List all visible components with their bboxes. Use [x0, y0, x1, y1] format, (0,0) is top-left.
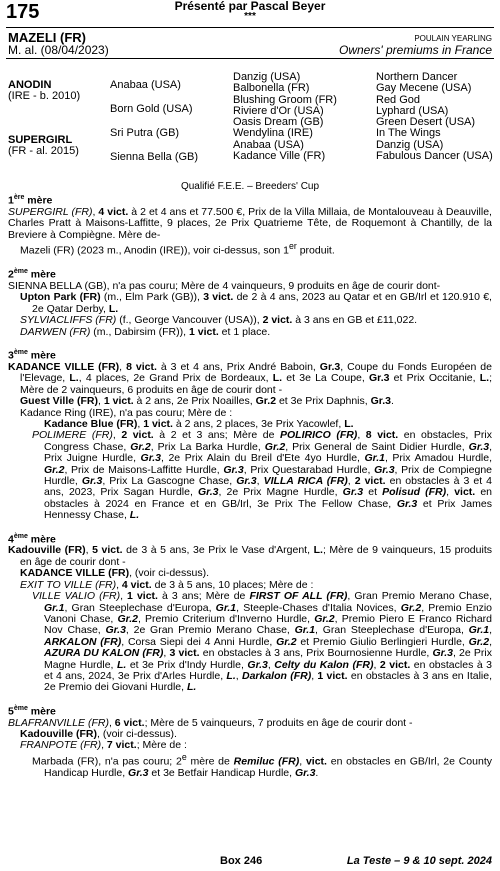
pedigree-gen3-4: Oasis Dream (GB) [233, 116, 324, 129]
dam-5-record: BLAFRANVILLE (FR), 6 vict.; Mère de 5 vainqueurs, 7 produits en âge de courir dont - [8, 716, 413, 729]
section-heading-4: 4ème mère [8, 532, 56, 546]
dam-4-produce-2: EXIT TO VILLE (FR), 4 vict. de 3 à 5 ans, 10 places; Mère de : [20, 578, 314, 591]
pedigree-gen4-list [376, 72, 493, 162]
pedigree-gen4-7: Fabulous Dancer (USA) [376, 150, 493, 163]
pedigree-gen4-6: Danzig (USA) [376, 138, 444, 151]
lot-number: 175 [6, 1, 40, 23]
premiums-note: Owners' premiums in France [339, 43, 492, 57]
pedigree-gen3-1: Balbonella (FR) [233, 82, 310, 95]
section-heading-3: 3ème mère [8, 348, 56, 362]
header-rule-bottom [6, 58, 494, 59]
dam-4-record: Kadouville (FR), 5 vict. de 3 à 5 ans, 3e Prix le Vase d'Argent, L.; Mère de 9 vainqueurs, 15 produits en âge de courir dont - [8, 544, 492, 568]
pedigree-gen4-1: Gay Mecene (USA) [376, 82, 472, 95]
dam-2-produce-2: SYLVIACLIFFS (FR) (f., George Vancouver (USA)), 2 vict. à 3 ans en GB et £11,022. [20, 314, 418, 327]
pedigree-gen3-3: Riviere d'Or (USA) [233, 104, 324, 117]
pedigree-gen3-7: Kadance Ville (FR) [233, 150, 326, 163]
pedigree-gen2-2: Sri Putra (GB) [110, 127, 180, 139]
pedigree-gen4-3: Lyphard (USA) [376, 104, 449, 117]
dam-5-produce-2: FRANPOTE (FR), 7 vict.; Mère de : [20, 739, 187, 752]
pedigree-gen4-0: Northern Dancer [376, 71, 458, 83]
dam-3-produce-2: Kadance Ring (IRE), n'a pas couru; Mère de : [20, 406, 233, 419]
pedigree-gen3-list [233, 72, 337, 162]
section-heading-1: 1ère mère [8, 194, 53, 207]
dam-3-record: KADANCE VILLE (FR), 8 vict. à 3 et 4 ans, Prix André Baboin, Gr.3, Coupe du Fonds Européen de l'Elevage, L., 4 places, 2e Grand Prix de Bordeaux, L. et 3e La Coupe, Gr.3 et Prix Occitanie, L.; Mère de 2 vainqueurs, 6 produits en âge de courir dont - [8, 360, 492, 396]
pedigree-gen4-4: Green Desert (USA) [376, 116, 476, 129]
pedigree-sire [8, 80, 80, 103]
presenter: Présenté par Pascal Beyer [174, 0, 326, 13]
section-heading-5: 5ème mère [8, 704, 56, 718]
dam-5-produce-1: Kadouville (FR), (voir ci-dessus). [20, 728, 177, 741]
dam-2-record: SIENNA BELLA (GB), n'a pas couru; Mère de 4 vainqueurs, 9 produits en âge de courir dont- [8, 279, 441, 292]
family-details [8, 192, 492, 779]
dam-3-grandproduce-2: POLIMERE (FR), 2 vict. à 2 et 3 ans; Mère de POLIRICO (FR), 8 vict. en obstacles, Prix Congress Chase, Gr.2, Prix La Barka Hurdle, Gr.2, Prix General de Saint Didier Hurdle, Gr.3, Prix Juigne Hurdle, Gr.3, 2e Prix Alain du Breil d'Ete 4yo Hurdle, Gr.1, Prix Amadou Hurdle, Gr.2, Prix de Maisons-Laffitte Hurdle, Gr.3, Prix Questarabad Hurdle, Gr.3, Prix de Compiegne Hurdle, Gr.3, Prix La Gascogne Chase, Gr.3, VILLA RICA (FR), 2 vict. en obstacles à 3 et 4 ans, 2023, Prix Sagan Hurdle, Gr.3, 2e Prix Magne Hurdle, Gr.3 et Polisud (FR), vict. en obstacles à 2024 en France et en GB/Irl, 3e Prix The Fellow Chase, Gr.3 et Prix James Hennessy Chase, L. [32, 429, 493, 522]
pedigree-gen2-1: Born Gold (USA) [110, 103, 193, 115]
dam-info: (FR - al. 2015) [8, 145, 79, 158]
pedigree-gen2-0: Anabaa (USA) [110, 79, 181, 91]
header-rule-top [6, 27, 494, 28]
dam-2-produce-3: DARWEN (FR) (m., Dabirsim (FR)), 1 vict. et 1 place. [20, 325, 271, 338]
dam-1-produce: Mazeli (FR) (2023 m., Anodin (IRE)), voir ci-dessus, son 1er produit. [20, 241, 335, 257]
pedigree-gen3-6: Anabaa (USA) [233, 138, 304, 151]
dam-1-record: SUPERGIRL (FR), 4 vict. à 2 et 4 ans et 77.500 €, Prix de la Villa Millaia, de Montalouveau à Deauville, Charles Pratt à Maisons-Laffitte, 9 places, 2e Prix Quatrieme Tête, de Roquemont à Chantilly, de la Breviere à Compiègne. Mère de- [8, 205, 492, 241]
horse-category: POULAIN YEARLING [414, 34, 492, 43]
sire-info: (IRE - b. 2010) [8, 90, 81, 103]
sale-venue: La Teste – 9 & 10 sept. 2024 [346, 855, 492, 867]
dam-3-produce-1: Guest Ville (FR), 1 vict. à 2 ans, 2e Prix Noailles, Gr.2 et 3e Prix Daphnis, Gr.3. [20, 395, 394, 408]
pedigree-dam [8, 135, 79, 158]
dam-5-grandproduce: Marbada (FR), n'a pas couru; 2e mère de Remiluc (FR), vict. en obstacles en GB/Irl, 2e County Handicap Hurdle, Gr.3 et 3e Betfair Handicap Hurdle, Gr.3. [32, 751, 492, 779]
dam-4-produce-1: KADANCE VILLE (FR), (voir ci-dessus). [20, 567, 210, 580]
dam-3-grandproduce-1: Kadance Blue (FR), 1 vict. à 2 ans, 2 places, 3e Prix Yacowlef, L. [44, 417, 354, 430]
pedigree-gen4-2: Red God [376, 93, 421, 106]
qualification-note: Qualifié F.E.E. – Breeders' Cup [180, 181, 320, 192]
sire-name: ANODIN [8, 79, 52, 91]
dam-4-grandproduce: VILLE VALIO (FR), 1 vict. à 3 ans; Mère de FIRST OF ALL (FR), Gran Premio Merano Chase, Gr.1, Gran Steeplechase d'Europa, Gr.1, Steeple-Chases d'Italia Novices, Gr.2, Premio Enzio Vanoni Chase, Gr.2, Premio Criterium d'Inverno Hurdle, Gr.2, Premio Piero E Franco Richard Nov Chase, Gr.3, 2e Gran Premio Merano Chase, Gr.1, Gran Steeplechase d'Europa, Gr.1, ARKALON (FR), Corsa Siepi dei 4 Anni Hurdle, Gr.2 et Premio Giulio Berlingieri Hurdle, Gr.2, AZURA DU KALON (FR), 3 vict. en obstacles à 3 ans, Prix Bournosienne Hurdle, Gr.3, 2e Prix Magne Hurdle, L. et 3e Prix d'Indy Hurdle, Gr.3, Celty du Kalon (FR), 2 vict. en obstacles à 3 et 4 ans, 2024, 3e Prix d'Arles Hurdle, L., Darkalon (FR), 1 vict. en obstacles à 3 ans en Italie, 2e Premio dei Giovani Hurdle, L. [32, 590, 493, 694]
pedigree-gen3-2: Blushing Groom (FR) [233, 93, 337, 106]
horse-name: MAZELI (FR) [8, 30, 86, 45]
pedigree-gen2-3: Sienna Bella (GB) [110, 151, 199, 163]
section-heading-2: 2ème mère [8, 268, 56, 281]
dam-2-produce-1: Upton Park (FR) (m., Elm Park (GB)), 3 vict. de 2 à 4 ans, 2023 au Qatar et en GB/Irl et 120.910 €, 2e Qatar Derby, L. [20, 291, 492, 315]
pedigree-gen3-0: Danzig (USA) [233, 71, 301, 83]
pedigree-gen3-5: Wendylina (IRE) [233, 127, 313, 140]
box-number: Box 246 [220, 855, 263, 867]
dam-name: SUPERGIRL [8, 134, 73, 146]
horse-sex-birth: M. al. (08/04/2023) [8, 43, 109, 57]
presenter-stars: *** [244, 11, 256, 22]
pedigree-gen4-5: In The Wings [376, 127, 441, 140]
